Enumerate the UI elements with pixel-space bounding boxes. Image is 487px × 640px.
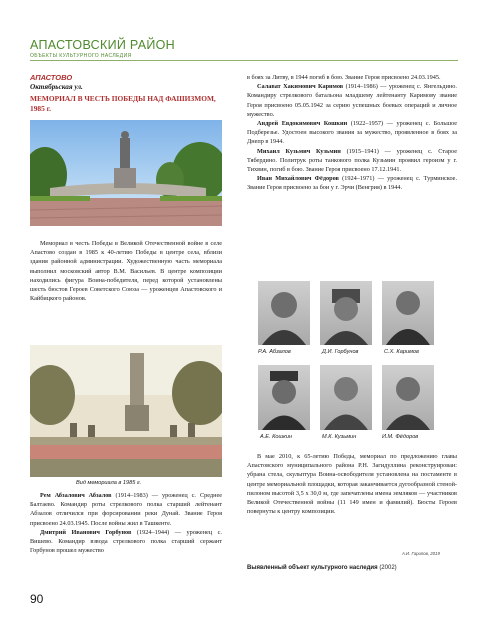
street-label: Октябрьская ул. — [30, 83, 83, 91]
portrait-caption-fedorov: И.М. Фёдоров — [382, 434, 419, 440]
object-status — [247, 565, 397, 571]
bio-koshkin-name: Андрей Евдокимович Кошкин — [257, 120, 348, 128]
bio-left-column — [30, 491, 222, 555]
page-number: 90 — [30, 592, 44, 606]
bio-karimov-text: (1914–1986) — уроженец с. Янгельдино. Командиру стрелкового батальона младшему лейтенанту Каримову звание Героя присвоено 05.05.1942 за серию успешных боевых операций и личное мужество. — [247, 83, 457, 118]
intro-paragraph: Мемориал в честь Победы в Великой Отечественной войне в селе Апастово создан в 1985 к 40-летию Победы в центре села, вблизи здания районной администрации. Художественную часть мемориала выполнил московский автор В.М. Васильев. В центре композиции находились фигура Воина-победителя, перед которой установлены шесть бюстов Героев Советского Союза — уроженцев Апастовского и Кайбицкого районов. — [30, 240, 222, 303]
bio-abzalov — [30, 491, 222, 528]
portrait-koshkin — [258, 365, 310, 430]
object-status-year: (2002) — [379, 565, 397, 571]
reconstruction-paragraph: В мае 2010, к 65-летию Победы, мемориал по предложению главы Апастовского муниципального района Р.Н. Загидуллина реконструирован: убрана стела, скульптура Воина-освободителя установлена на постаменте в центре мемориальной площадки, которая заканчивается дугообразной стеной-пилоном высотой 3,5 х 30,0 м, где запечатлены имена земляков — участников Великой Отечественной войны (11 149 имен и фамилий). Бюсты Героев повернуты к центру композиции. — [247, 453, 457, 516]
bio-kuzmin — [247, 147, 457, 175]
bio-kuzmin-text: (1915–1941) — уроженец с. Старое Тябердино. Политрук роты танкового полка Кузьмин проявил героизм у г. Тихвин, погиб в бою. Звание Героя присвоено 17.12.1941. — [247, 147, 457, 174]
portrait-karimov — [382, 281, 434, 345]
portrait-kuzmin — [320, 365, 372, 430]
bio-gorbunov-text: (1924–1944) — уроженец с. Вишево. Командир взвода стрелкового полка старший сержант Горбунов прошел мужество — [30, 528, 222, 555]
portrait-abzalov — [258, 281, 310, 345]
bio-gorbunov-name: Дмитрий Иванович Горбунов — [40, 528, 132, 536]
bio-kuzmin-name: Михаил Кузьмич Кузьмин — [257, 147, 341, 155]
memorial-photo — [30, 120, 222, 226]
portrait-caption-kuzmin: М.К. Кузьмин — [322, 434, 357, 440]
memorial-1985-photo — [30, 345, 222, 477]
portrait-caption-koshkin: А.Е. Кошкин — [260, 434, 293, 440]
bio-abzalov-text: (1914–1983) — уроженец с. Среднее Балтаево. Командир роты стрелкового полка старший лейтенант Абзалов отличился при форсировании реки Дунай. Звание Героя присвоено 24.03.1945. После войны жил в Ташкенте. — [30, 492, 223, 527]
bio-karimov-name: Салават Хакимович Каримов — [257, 83, 344, 91]
bio-abzalov-name: Рем Абзалович Абзалов — [40, 492, 112, 499]
bio-fedorov-text: (1924–1971) — уроженец с. Турминское. Звание Героя присвоено за бои у г. Эрчи (Венгрия) в 1944. — [247, 175, 458, 192]
page-section-subtitle: ОБЪЕКТЫ КУЛЬТУРНОГО НАСЛЕДИЯ — [30, 53, 132, 59]
reconstruction-text — [247, 452, 457, 516]
portrait-gorbunov — [320, 281, 372, 345]
bio-right-column — [247, 73, 457, 193]
memorial-heading: МЕМОРИАЛ В ЧЕСТЬ ПОБЕДЫ НАД ФАШИЗМОМ, 1985 г. — [30, 94, 216, 113]
bio-gorbunov-continued: в боях за Литву, в 1944 погиб в бою. Звание Героя присвоено 24.03.1945. — [247, 74, 441, 81]
memorial-1985-caption: Вид мемориала в 1985 г. — [76, 480, 142, 486]
header-divider — [30, 60, 458, 61]
bio-koshkin-text: (1922–1957) — уроженец с. Большое Подберезье. Удостоен высокого звания за мужество, проявленное в боях за Днепр в 1944. — [247, 120, 457, 146]
region-label: АПАСТОВО — [30, 73, 73, 82]
object-status-label: Выявленный объект культурного наследия — [247, 565, 378, 571]
portrait-fedorov — [382, 365, 434, 430]
portrait-caption-gorbunov: Д.И. Горбунов — [322, 349, 359, 355]
page-section-title: АПАСТОВСКИЙ РАЙОН — [30, 38, 175, 52]
bio-karimov — [247, 82, 457, 119]
author-credit: А.И. Гарипов, 2019 — [402, 551, 440, 556]
bio-koshkin — [247, 119, 457, 147]
bio-fedorov-name: Иван Михайлович Фёдоров — [257, 175, 339, 183]
bio-fedorov — [247, 174, 457, 192]
portrait-caption-karimov: С.Х. Каримов — [384, 349, 419, 355]
memorial-description — [30, 239, 222, 303]
bio-gorbunov — [30, 528, 222, 556]
portrait-caption-abzalov: Р.А. Абзалов — [258, 349, 291, 355]
